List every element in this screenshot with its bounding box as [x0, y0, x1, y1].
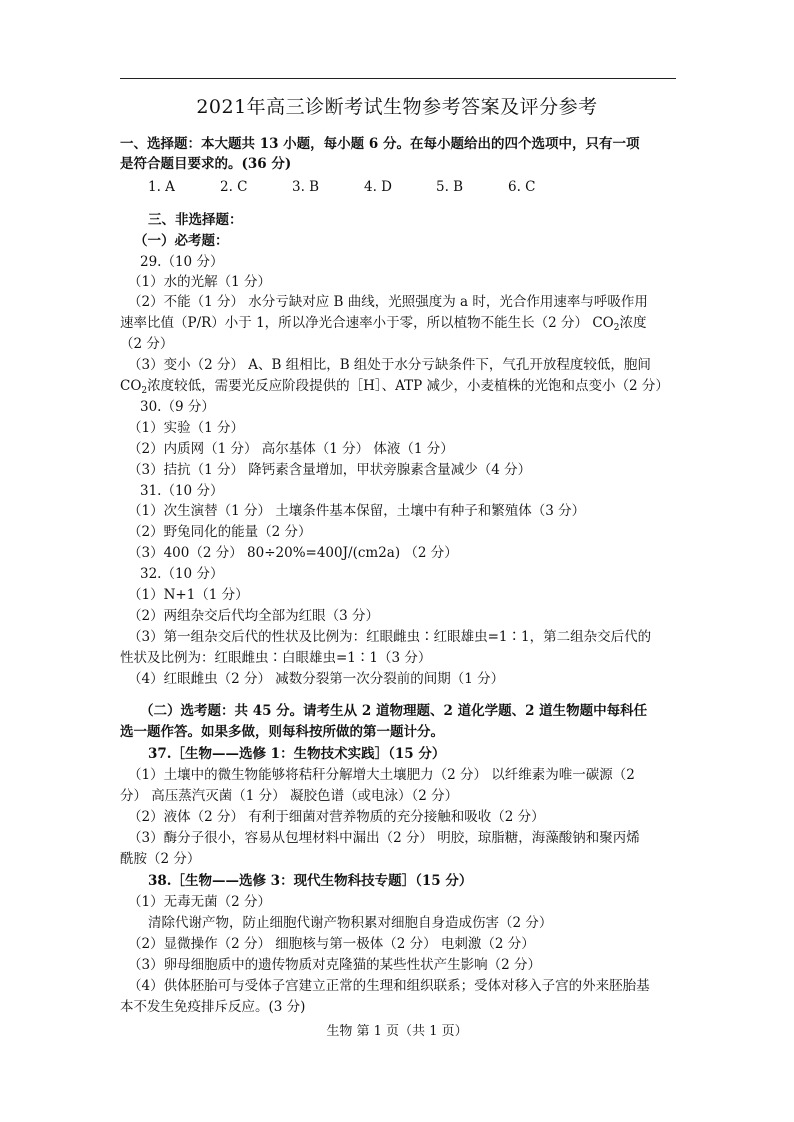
answer-2: 2. C	[220, 179, 248, 195]
q29-answer-2-line1: （2）不能（1 分） 水分亏缺对应 B 曲线，光照强度为 a 时，光合作用速率与呼吸作用	[128, 294, 648, 310]
section1-heading-line1: 一、选择题：本大题共 13 小题，每小题 6 分。在每小题给出的四个选项中，只有一项	[120, 136, 640, 152]
q37-answer-2: （2）液体（2 分） 有利于细菌对营养物质的充分接触和吸收（2 分）	[128, 809, 545, 825]
elective-heading-line2: 选一题作答。如果多做，则每科按所做的第一题计分。	[120, 724, 444, 740]
answer-6: 6. C	[508, 179, 536, 195]
q38-answer-4-line1: （4）供体胚胎可与受体子宫建立正常的生理和组织联系；受体对移入子宫的外来胚胎基	[128, 978, 650, 994]
q38-heading: 38.［生物——选修 3：现代生物科技专题］（15 分）	[148, 873, 473, 889]
q32-answer-3-line2: 性状及比例为：红眼雌虫∶白眼雄虫=1∶1（3 分）	[120, 650, 432, 666]
q31-answer-3: （3）400（2 分） 80÷20%=400J/(cm2a) （2 分）	[128, 545, 458, 561]
q38-answer-1-line2: 清除代谢产物，防止细胞代谢产物积累对细胞自身造成伤害（2 分）	[148, 915, 553, 931]
q38-answer-1-line1: （1）无毒无菌（2 分）	[128, 894, 271, 910]
q30-number: 30.（9 分）	[140, 399, 215, 415]
q37-answer-3-line2: 酰胺（2 分）	[120, 851, 201, 867]
q30-answer-2: （2）内质网（1 分） 高尔基体（1 分） 体液（1 分）	[128, 441, 454, 457]
q29-number: 29.（10 分）	[140, 254, 224, 270]
co2-subscript: 2	[613, 323, 620, 333]
q29-answer-2-line2-text: 速率比值（P/R）小于 1，所以净光合速率小于零，所以植物不能生长（2 分） CO	[120, 315, 614, 331]
q37-answer-1-line1: （1）土壤中的微生物能够将秸秆分解增大土壤肥力（2 分） 以纤维素为唯一碳源（2	[128, 767, 635, 783]
q30-answer-3: （3）拮抗（1 分） 降钙素含量增加，甲状旁腺素含量减少（4 分）	[128, 462, 532, 478]
q29-answer-3-line2	[120, 376, 669, 396]
q29-answer-3-co2: CO	[120, 378, 142, 394]
required-heading: （一）必考题：	[134, 233, 229, 249]
answer-5: 5. B	[436, 179, 464, 195]
answer-4: 4. D	[364, 179, 392, 195]
page-footer: 生物 第 1 页（共 1 页）	[326, 1024, 468, 1039]
q38-answer-2: （2）显微操作（2 分） 细胞核与第一极体（2 分） 电刺激（2 分）	[128, 936, 535, 952]
q31-answer-2: （2）野兔同化的能量（2 分）	[128, 524, 312, 540]
q32-answer-4: （4）红眼雌虫（2 分） 减数分裂第一次分裂前的间期（1 分）	[128, 671, 505, 687]
q37-heading: 37.［生物——选修 1：生物技术实践］（15 分）	[148, 746, 446, 762]
q29-answer-1: （1）水的光解（1 分）	[128, 274, 271, 290]
q32-answer-2: （2）两组杂交后代均全部为红眼（3 分）	[128, 608, 379, 624]
q38-answer-3: （3）卵母细胞质中的遗传物质对克隆猫的某些性状产生影响（2 分）	[128, 957, 541, 973]
q29-answer-3-line1: （3）变小（2 分） A、B 组相比，B 组处于水分亏缺条件下，气孔开放程度较低，胞间	[128, 357, 651, 373]
section1-heading-line2: 是符合题目要求的。(36 分)	[120, 156, 292, 172]
q32-answer-1: （1）N+1（1 分）	[128, 587, 249, 603]
q29-answer-2-line2	[120, 313, 646, 333]
mc-answers	[148, 177, 580, 197]
page-title: 2021年高三诊断考试生物参考答案及评分参考	[196, 96, 598, 118]
q37-answer-3-line1: （3）酶分子很小，容易从包埋材料中漏出（2 分） 明胶，琼脂糖，海藻酸钠和聚丙烯	[128, 830, 640, 846]
elective-heading-line1: （二）选考题：共 45 分。请考生从 2 道物理题、2 道化学题、2 道生物题中每科任	[140, 703, 648, 719]
q31-answer-1: （1）次生演替（1 分） 土壤条件基本保留，土壤中有种子和繁殖体（3 分）	[128, 503, 586, 519]
q37-answer-1-line2: 分） 高压蒸汽灭菌（1 分） 凝胶色谱（或电泳）（2 分）	[120, 788, 459, 804]
q30-answer-1: （1）实验（1 分）	[128, 420, 244, 436]
q29-answer-2-line3: （2 分）	[120, 336, 174, 352]
section3-heading: 三、非选择题：	[148, 212, 243, 228]
answer-3: 3. B	[292, 179, 320, 195]
q29-answer-3-line2-text: 浓度较低，需要光反应阶段提供的［H］、ATP 减少，小麦植株的光饱和点变小（2 分）	[147, 378, 669, 394]
q32-number: 32.（10 分）	[140, 566, 224, 582]
q38-answer-4-line2: 本不发生免疫排斥反应。(3 分)	[120, 999, 306, 1015]
answer-1: 1. A	[148, 179, 175, 195]
q31-number: 31.（10 分）	[140, 483, 224, 499]
q29-answer-2-line2-tail: 浓度	[619, 315, 647, 331]
co2-subscript: 2	[141, 386, 148, 396]
q32-answer-3-line1: （3）第一组杂交后代的性状及比例为：红眼雌虫∶红眼雄虫=1∶1，第二组杂交后代的	[128, 629, 652, 645]
top-rule	[120, 78, 676, 79]
